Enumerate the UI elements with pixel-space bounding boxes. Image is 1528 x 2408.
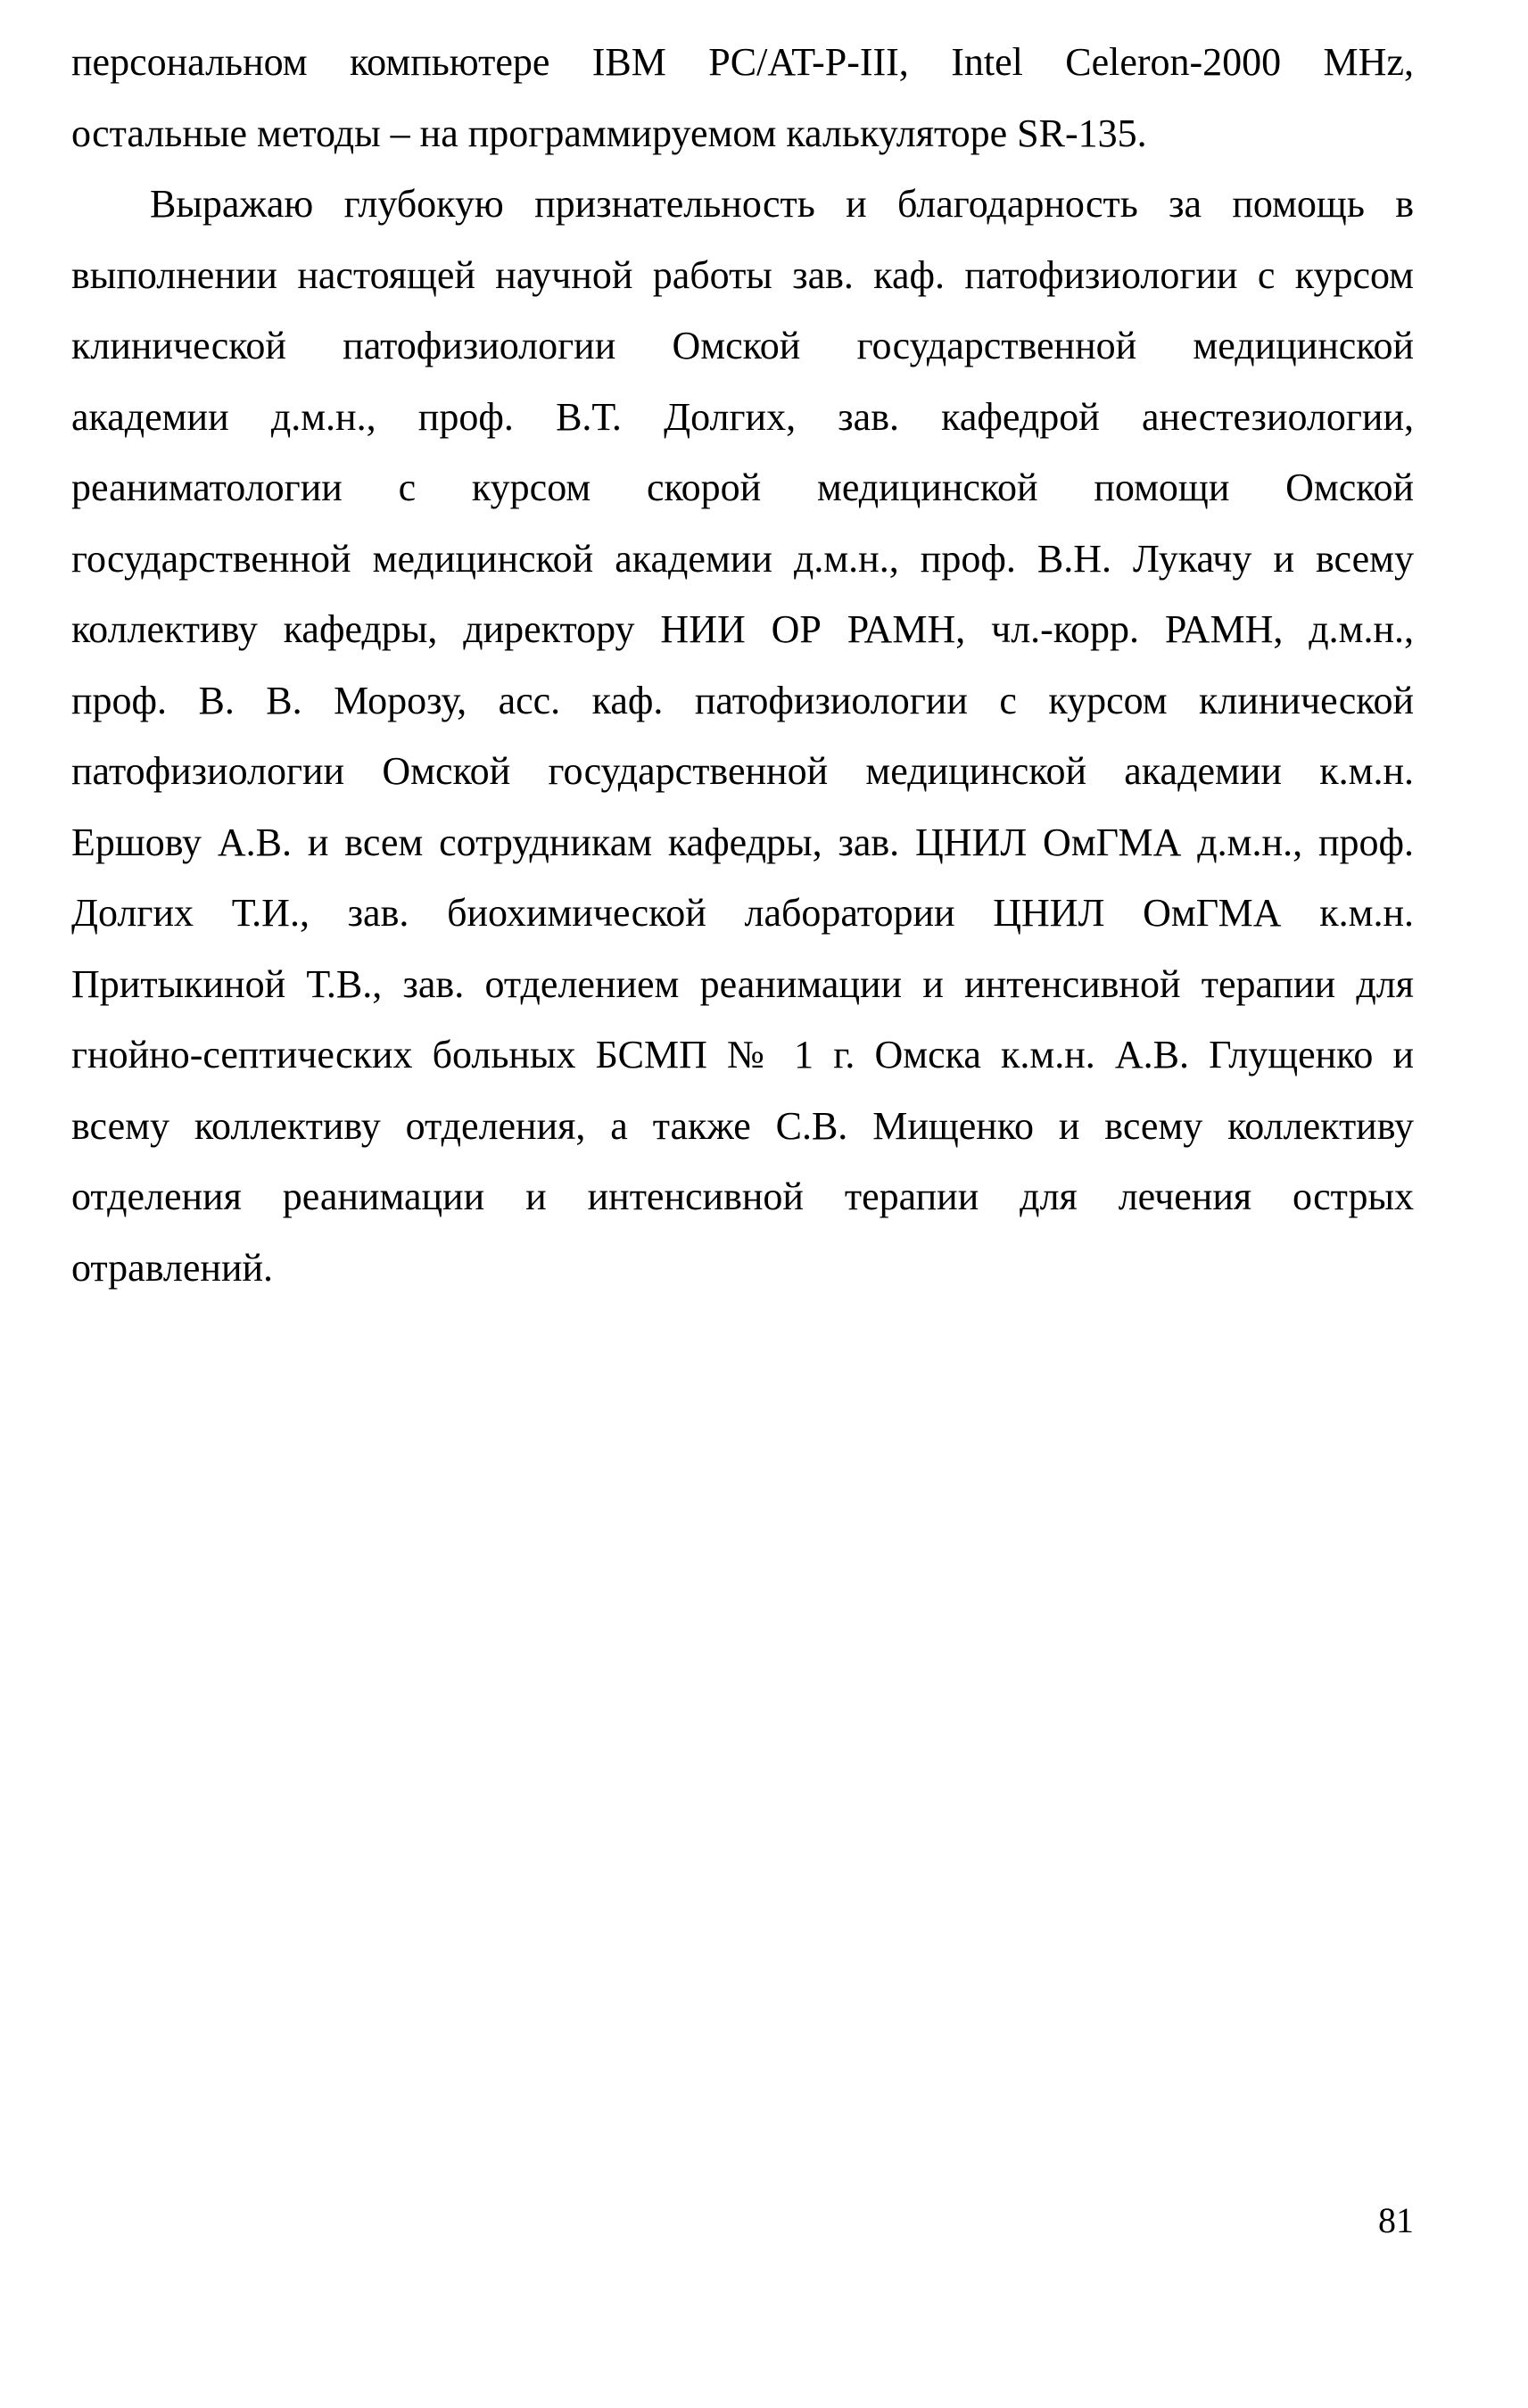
text-line: Выражаю глубокую признательность и благодарность за помощь в <box>150 182 1414 226</box>
body-text <box>71 27 1414 1303</box>
text-line: государственной медицинской академии д.м.н., проф. В.Н. Лукачу и всему <box>71 536 1414 581</box>
paragraph-acknowledgements <box>71 169 1414 1303</box>
text-line: отделения реанимации и интенсивной терапии для лечения острых <box>71 1175 1414 1218</box>
text-line: персональном компьютере IBM PC/AT-P-III, Intel Celeron-2000 MHz, <box>71 40 1414 84</box>
text-line: гнойно-септических больных БСМП № 1 г. Омска к.м.н. А.В. Глущенко и <box>71 1033 1414 1076</box>
text-line: остальные методы – на программируемом калькуляторе SR-135. <box>71 111 1147 155</box>
text-line: всему коллективу отделения, а также С.В. Мищенко и всему коллективу <box>71 1103 1414 1148</box>
text-line: Долгих Т.И., зав. биохимической лаборатории ЦНИЛ ОмГМА к.м.н. <box>71 891 1414 935</box>
page-number: 81 <box>1378 2200 1414 2240</box>
text-line: патофизиологии Омской государственной медицинской академии к.м.н. <box>71 749 1414 793</box>
text-line: академии д.м.н., проф. В.Т. Долгих, зав. кафедрой анестезиологии, <box>71 394 1414 439</box>
text-line: Притыкиной Т.В., зав. отделением реанимации и интенсивной терапии для <box>71 961 1414 1006</box>
text-line: реаниматологии с курсом скорой медицинской помощи Омской <box>71 466 1414 509</box>
text-line: коллективу кафедры, директору НИИ ОР РАМН, чл.-корр. РАМН, д.м.н., <box>71 607 1414 651</box>
text-line: клинической патофизиологии Омской государственной медицинской <box>71 324 1414 367</box>
paragraph-methods-continuation <box>71 27 1414 169</box>
text-line: отравлений. <box>71 1245 274 1290</box>
text-line: проф. В. В. Морозу, асс. каф. патофизиологии с курсом клинической <box>71 678 1414 722</box>
text-line: Ершову А.В. и всем сотрудникам кафедры, зав. ЦНИЛ ОмГМА д.м.н., проф. <box>71 820 1414 864</box>
text-line: выполнении настоящей научной работы зав. каф. патофизиологии с курсом <box>71 252 1414 297</box>
